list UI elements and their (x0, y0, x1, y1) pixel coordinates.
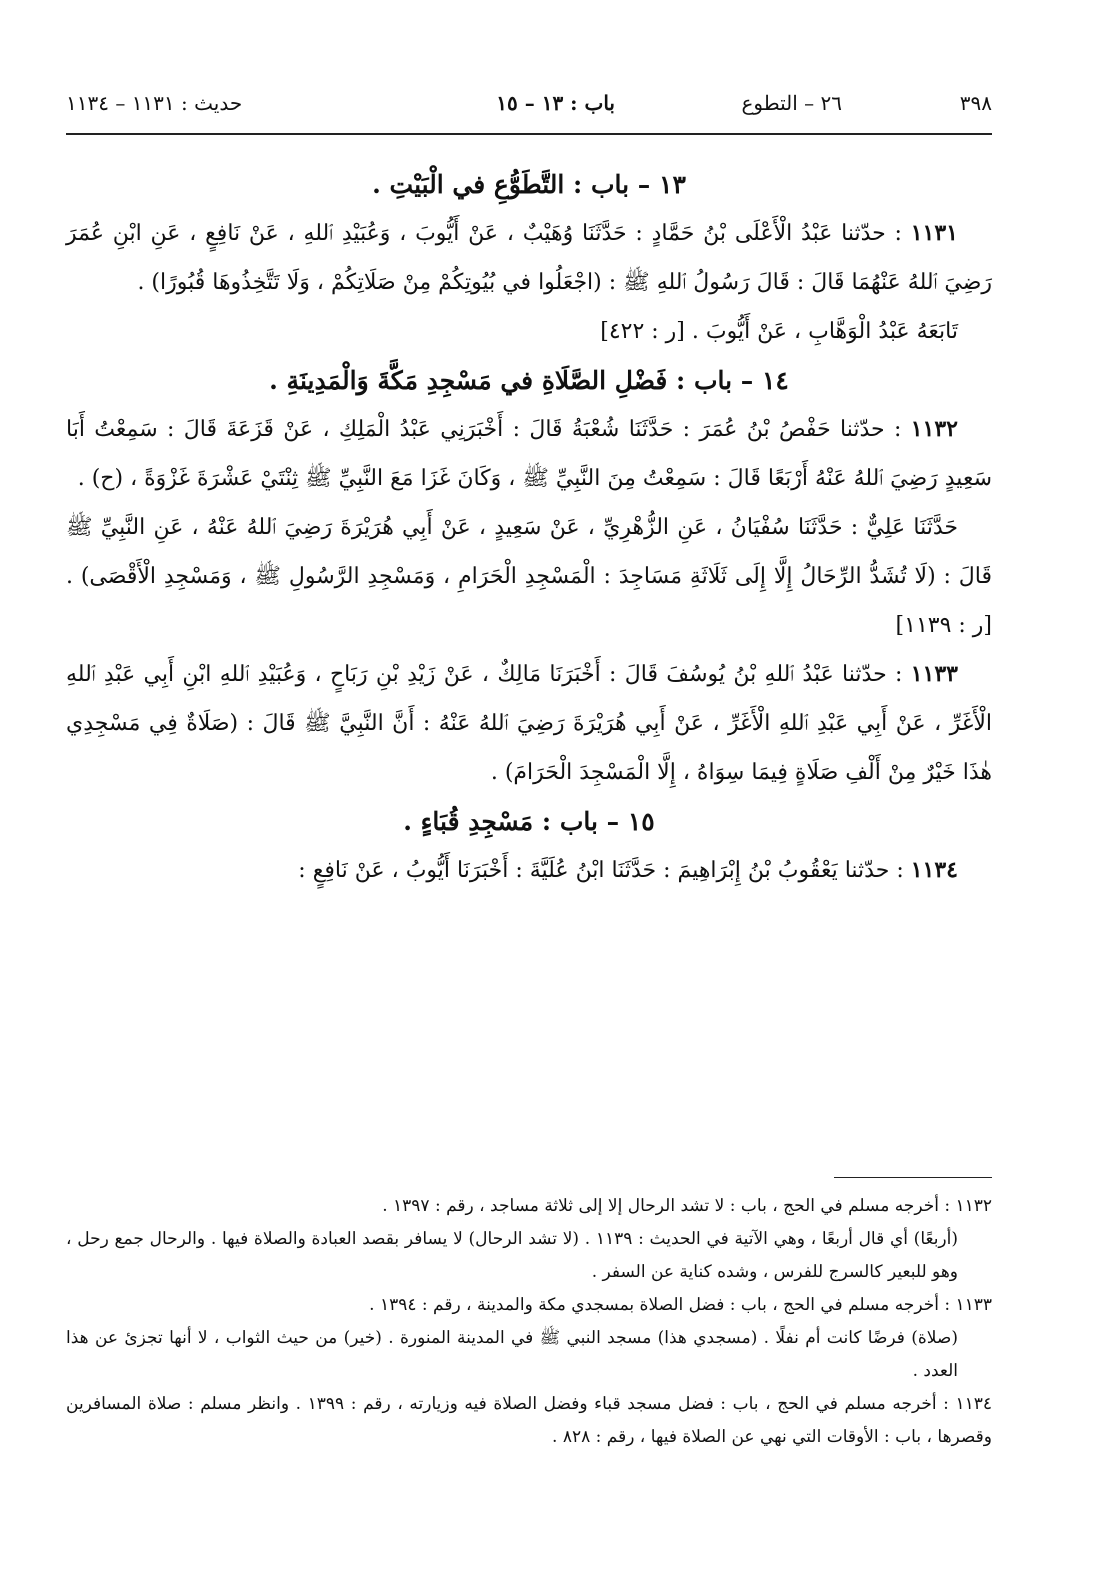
hadith-1132 (66, 405, 992, 503)
hadith-1132-second-chain: حَدَّثَنَا عَلِيٌّ : حَدَّثَنَا سُفْيَانُ ، عَنِ الزُّهْرِيِّ ، عَنْ سَعِيدٍ ، عَنْ أَبِي هُرَيْرَةَ رَضِيَ ٱللهُ عَنْهُ ، عَنِ النَّبِيِّ ﷺ قَالَ : (لَا تُشَدُّ الرِّحَالُ إِلَّا إِلَى ثَلَاثَةِ مَسَاجِدَ : الْمَسْجِدِ الْحَرَامِ ، وَمَسْجِدِ الرَّسُولِ ﷺ ، وَمَسْجِدِ الْأَقْصَى) . [ر : ١١٣٩] (66, 515, 992, 638)
footnote-1133-explanation: (صلاة) فرضًا كانت أم نفلًا . (مسجدي هذا) مسجد النبي ﷺ في المدينة المنورة . (خير) من حيث الثواب ، لا أنها تجزئ عن هذا العدد . (66, 1328, 958, 1381)
bab-15-title: ١٥ – باب : مَسْجِدِ قُبَاءٍ . (403, 807, 655, 836)
hadith-text: : حدّثنا حَفْصُ بْنُ عُمَرَ : حَدَّثَنَا شُعْبَةُ قَالَ : أَخْبَرَنِي عَبْدُ الْمَلِكِ ، عَنْ قَزَعَةَ قَالَ : سَمِعْتُ أَبَا سَعِيدٍ رَضِيَ ٱللهُ عَنْهُ أَرْبَعًا قَالَ : سَمِعْتُ مِنَ النَّبِيِّ ﷺ ، وَكَانَ غَزَا مَعَ النَّبِيِّ ﷺ ثِنْتَيْ عَشْرَةَ غَزْوَةً ، (ح) . (66, 417, 992, 491)
hadith-number: ١١٣١ (910, 220, 958, 246)
footnote-1134: ١١٣٤ : أخرجه مسلم في الحج ، باب : فضل مسجد قباء وفضل الصلاة فيه وزيارته ، رقم : ١٣٩٩ . وانظر مسلم : صلاة المسافرين وقصرها ، باب : الأوقات التي نهي عن الصلاة فيها ، رقم : ٨٢٨ . (66, 1394, 993, 1447)
hadith-text: : حدّثنا يَعْقُوبُ بْنُ إِبْرَاهِيمَ : حَدَّثَنَا ابْنُ عُلَيَّةَ : أَخْبَرَنَا أَيُّوبُ ، عَنْ نَافِعٍ : (298, 858, 911, 883)
footnote-rule (834, 1177, 992, 1178)
main-text (66, 160, 992, 895)
hadith-1131-follow: تَابَعَهُ عَبْدُ الْوَهَّابِ ، عَنْ أَيُّوبَ . [ر : ٤٢٢] (600, 319, 958, 344)
hadith-1133 (66, 650, 992, 797)
running-header (66, 86, 992, 120)
hadith-range: حديث : ١١٣١ – ١١٣٤ (66, 91, 243, 115)
hadith-text: : حدّثنا عَبْدُ الْأَعْلَى بْنُ حَمَّادٍ : حَدَّثَنَا وُهَيْبٌ ، عَنْ أَيُّوبَ ، وَعُبَيْدِ ٱللهِ ، عَنْ نَافِعٍ ، عَنِ ابْنِ عُمَرَ رَضِيَ ٱللهُ عَنْهُمَا قَالَ : قَالَ رَسُولُ ٱللهِ ﷺ : (اجْعَلُوا في بُيُوتِكُمْ مِنْ صَلَاتِكُمْ ، وَلَا تَتَّخِذُوهَا قُبُورًا) . (66, 221, 992, 295)
header-rule (66, 133, 992, 135)
hadith-number: ١١٣٢ (910, 416, 958, 442)
footnote-1132-explanation: (أربعًا) أي قال أربعًا ، وهي الآتية في الحديث : ١١٣٩ . (لا تشد الرحال) لا يسافر بقصد العبادة والصلاة فيها . والرحال جمع رحل ، وهو للبعير كالسرج للفرس ، وشده كناية عن السفر . (66, 1229, 958, 1282)
bab-range: باب : ١٣ – ١٥ (496, 91, 615, 115)
hadith-number: ١١٣٤ (910, 857, 958, 883)
bab-13-title: ١٣ – باب : التَّطَوُّعِ في الْبَيْتِ . (372, 170, 686, 199)
hadith-1134 (66, 846, 992, 895)
hadith-1131 (66, 209, 992, 307)
page-number: ٣٩٨ (959, 91, 992, 115)
footnote-1133: ١١٣٣ : أخرجه مسلم في الحج ، باب : فضل الصلاة بمسجدي مكة والمدينة ، رقم : ١٣٩٤ . (369, 1295, 992, 1315)
bab-14-title: ١٤ – باب : فَضْلِ الصَّلَاةِ في مَسْجِدِ مَكَّةَ وَالْمَدِينَةِ . (269, 366, 789, 395)
hadith-text: : حدّثنا عَبْدُ ٱللهِ بْنُ يُوسُفَ قَالَ : أَخْبَرَنَا مَالِكٌ ، عَنْ زَيْدِ بْنِ رَبَاحٍ ، وَعُبَيْدِ ٱللهِ ابْنِ أَبِي عَبْدِ ٱللهِ الْأَغَرِّ ، عَنْ أَبِي عَبْدِ ٱللهِ الْأَغَرِّ ، عَنْ أَبِي هُرَيْرَةَ رَضِيَ ٱللهُ عَنْهُ : أَنَّ النَّبِيَّ ﷺ قَالَ : (صَلَاةٌ فِي مَسْجِدِي هٰذَا خَيْرٌ مِنْ أَلْفِ صَلَاةٍ فِيمَا سِوَاهُ ، إِلَّا الْمَسْجِدَ الْحَرَامَ) . (66, 662, 992, 785)
chapter-title: ٢٦ – التطوع (741, 91, 842, 115)
footnotes (66, 1190, 992, 1454)
hadith-number: ١١٣٣ (910, 661, 958, 687)
footnote-1132: ١١٣٢ : أخرجه مسلم في الحج ، باب : لا تشد الرحال إلا إلى ثلاثة مساجد ، رقم : ١٣٩٧ . (382, 1196, 992, 1216)
